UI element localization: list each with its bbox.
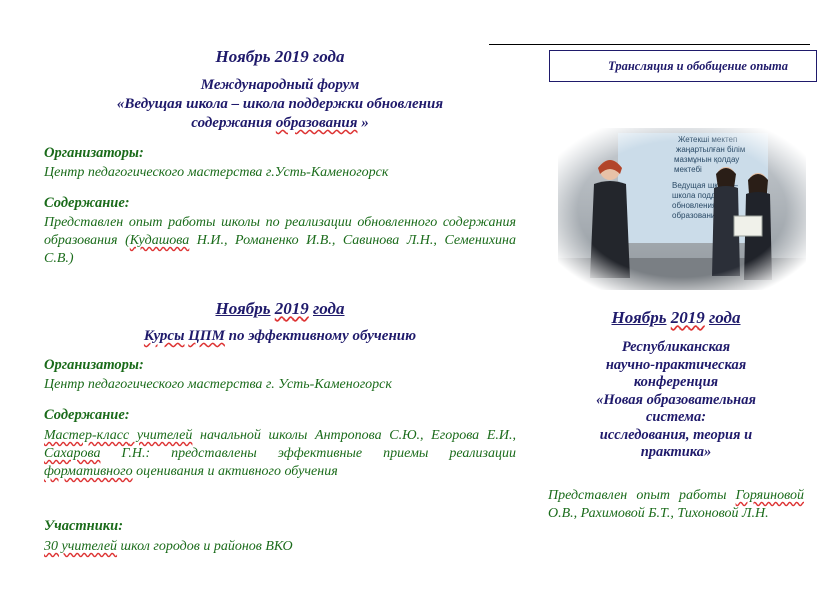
event2-title-b: ЦПМ (188, 328, 225, 344)
event2-date-c: года (313, 299, 345, 318)
event1-content-a: Представлен опыт работы школы по реализации обновленного содержания образования ( (44, 215, 516, 248)
event1-title-line1: Международный форум (200, 77, 360, 93)
event3-title (560, 339, 792, 462)
event2-organizers-label: Организаторы: (44, 357, 144, 373)
event3-date (560, 308, 792, 328)
event2-content-label: Содержание: (44, 407, 130, 423)
event1-content-label: Содержание: (44, 195, 130, 211)
event3-title-line1: Республиканская (621, 339, 731, 355)
event1-title-line3-a: содержания (191, 115, 276, 131)
event2-content-d: Сахарова (44, 446, 101, 461)
event2-content-f: формативного (44, 464, 133, 479)
event2-date-a: Ноябрь (215, 299, 271, 318)
event3-title-line2: научно-практическая (605, 356, 747, 373)
event1-content-b: Кудашова (129, 233, 190, 248)
event2-title (40, 328, 520, 345)
event2-title-a: Курсы (143, 328, 185, 344)
event2-date (40, 299, 520, 319)
event1-title-line3-b: образования (275, 115, 358, 131)
event1-organizers-text: Центр педагогического мастерства г.Усть-Каменогорск (44, 165, 389, 180)
event-photo (558, 128, 806, 290)
event2-content-c: начальной школы Антропова С.Ю., Егорова Е.И., (192, 428, 516, 443)
event1-content-c: Н.И., Романенко И.В., Савинова Л.Н., Семенихина С.В.) (44, 233, 516, 266)
event2-title-c: по эффективному обучению (224, 328, 417, 344)
event1-organizers-label: Организаторы: (44, 145, 144, 161)
event-photo-illustration (558, 128, 806, 290)
event2-date-b: 2019 (274, 299, 309, 318)
event2-participants-text (44, 538, 524, 556)
event1-date: Ноябрь 2019 года (215, 47, 345, 66)
event2-content-a: Мастер-класс (44, 428, 130, 443)
event1-title (40, 76, 520, 133)
event3-date-b: 2019 (670, 308, 705, 327)
event1-title-line3 (40, 114, 520, 133)
event2-organizers-text: Центр педагогического мастерства г. Усть-Каменогорск (44, 377, 392, 392)
event3-title-line7: практика» (640, 444, 712, 460)
event3-text (548, 487, 804, 523)
event2-participants-b: школ городов и районов ВКО (117, 539, 293, 554)
section-tag: Трансляция и обобщение опыта (549, 50, 817, 82)
event3-title-line5: система: (645, 409, 707, 425)
event2-content-g: оценивания и активного обучения (132, 464, 338, 479)
event2-content-text (44, 427, 516, 481)
event1-content-text (44, 214, 516, 268)
event3-title-line4: «Новая образовательная (596, 391, 756, 408)
top-rule (489, 44, 810, 45)
event2-participants-label: Участники: (44, 518, 124, 534)
event2-content-b: учителей (129, 428, 193, 443)
event2-content-e: Г.Н.: представлены эффективные приемы реализации (100, 446, 516, 461)
event3-text-a: Представлен опыт работы (548, 488, 736, 503)
event3-date-a: Ноябрь (611, 308, 667, 327)
event3-title-line3: конференция (633, 374, 719, 390)
event1-title-line2: «Ведущая школа – школа поддержки обновления (116, 96, 444, 112)
event3-date-c: года (709, 308, 741, 327)
event3-title-line6: исследования, теория и (599, 426, 753, 443)
event3-text-b: Горяиновой (735, 488, 804, 503)
event1-title-line3-c: » (357, 115, 369, 131)
event3-text-c: О.В., Рахимовой Б.Т., Тихоновой Л.Н. (548, 506, 769, 521)
event2-participants-a: 30 учителей (44, 539, 118, 554)
